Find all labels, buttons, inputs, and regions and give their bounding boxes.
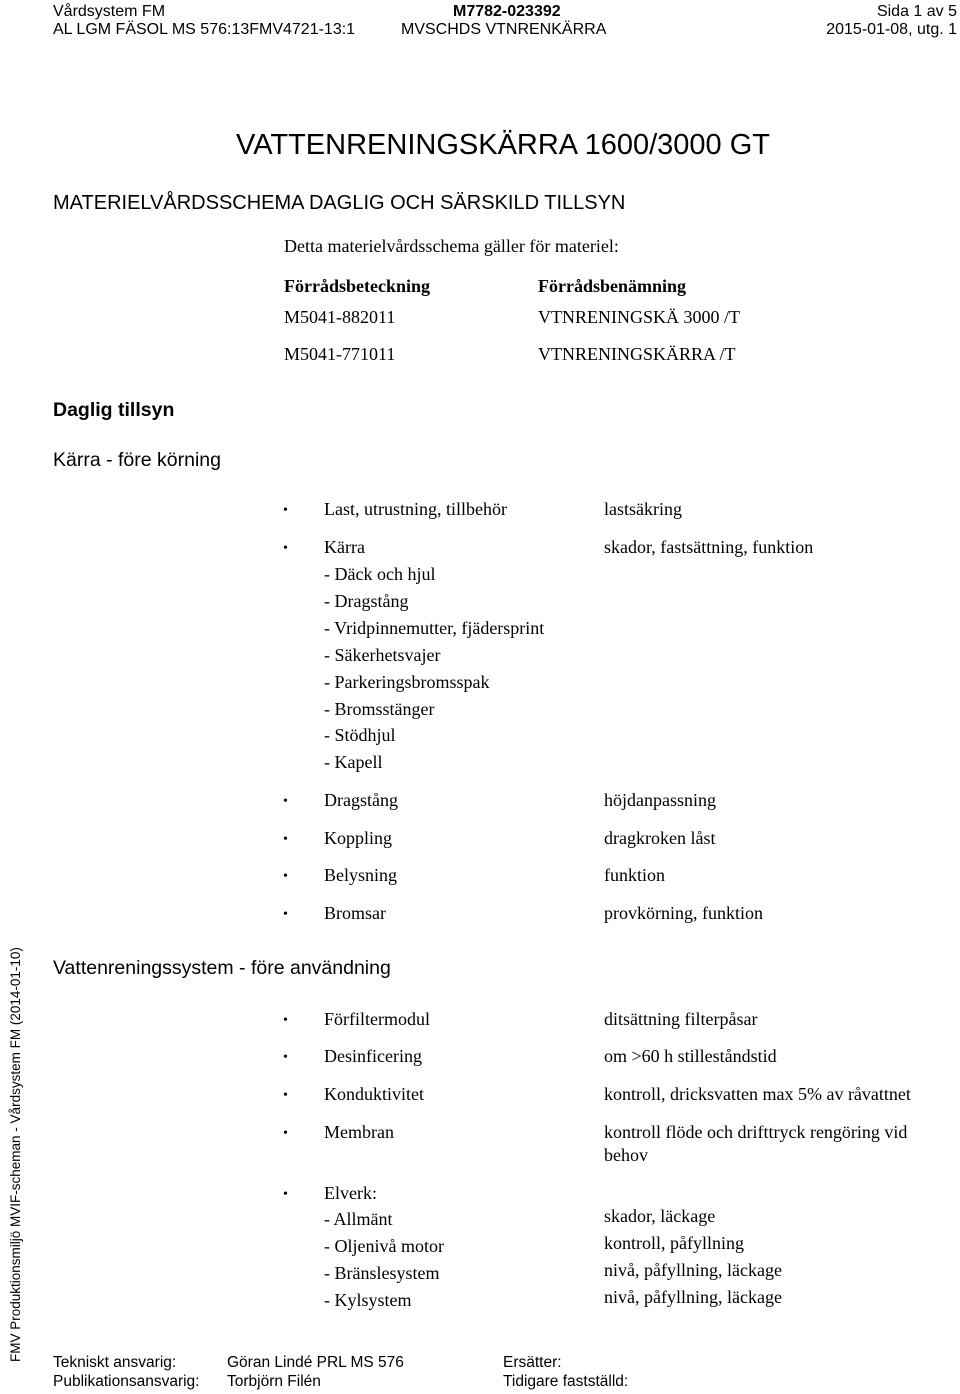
check-item: Förfiltermodul xyxy=(324,1009,430,1029)
header-date-edition: 2015-01-08, utg. 1 xyxy=(826,21,957,38)
materiel-code-header: Förrådsbeteckning xyxy=(284,276,430,296)
check-action: funktion xyxy=(604,865,665,885)
check-subitem: - Vridpinnemutter, fjädersprint xyxy=(324,618,545,638)
bullet-icon: • xyxy=(283,869,288,884)
footer-tech-label: Tekniskt ansvarig: xyxy=(53,1354,177,1371)
materiel-name: VTNRENINGSKÄ 3000 /T xyxy=(538,307,740,327)
header-system: Vårdsystem FM xyxy=(53,3,166,20)
subsection-heading-water: Vattenreningssystem - före användning xyxy=(53,957,391,979)
bullet-icon: • xyxy=(283,907,288,922)
bullet-icon: • xyxy=(283,1050,288,1065)
check-action: lastsäkring xyxy=(604,499,682,519)
bullet-icon: • xyxy=(283,1187,288,1202)
check-subitem: - Dragstång xyxy=(324,591,409,611)
check-subitem: - Kapell xyxy=(324,752,383,772)
bullet-icon: • xyxy=(283,1013,288,1028)
materiel-code: M5041-771011 xyxy=(284,344,396,364)
check-action: kontroll flöde och drifttryck rengöring vid xyxy=(604,1122,908,1142)
bullet-icon: • xyxy=(283,541,288,556)
check-subitem: - Stödhjul xyxy=(324,725,396,745)
check-subitem: - Kylsystem xyxy=(324,1290,412,1310)
check-item: Membran xyxy=(324,1122,394,1142)
check-action: skador, fastsättning, funktion xyxy=(604,537,814,557)
check-action: om >60 h stilleståndstid xyxy=(604,1046,777,1066)
header-document-number: M7782-023392 xyxy=(453,3,561,20)
check-item: Last, utrustning, tillbehör xyxy=(324,499,507,519)
bullet-icon: • xyxy=(283,794,288,809)
check-item: Kärra xyxy=(324,537,365,557)
check-action: provkörning, funktion xyxy=(604,903,763,923)
materiel-code: M5041-882011 xyxy=(284,307,396,327)
check-subitem: - Bromsstänger xyxy=(324,699,435,719)
check-action: skador, läckage xyxy=(604,1206,716,1226)
header-page-number: Sida 1 av 5 xyxy=(876,3,957,20)
check-item: Dragstång xyxy=(324,790,398,810)
check-item: Belysning xyxy=(324,865,398,885)
header-reference: AL LGM FÄSOL MS 576:13FMV4721-13:1 xyxy=(53,21,356,38)
check-action: dragkroken låst xyxy=(604,828,716,848)
applies-to-text: Detta materielvårdsschema gäller för materiel: xyxy=(284,236,619,256)
bullet-icon: • xyxy=(283,1126,288,1141)
check-subitem: - Parkeringsbromsspak xyxy=(324,672,490,692)
check-subitem: - Allmänt xyxy=(324,1209,393,1229)
section-heading-daily: Daglig tillsyn xyxy=(53,399,175,421)
check-subitem: - Däck och hjul xyxy=(324,564,436,584)
footer-pub-value: Torbjörn Filén xyxy=(227,1373,321,1390)
page-subtitle: MATERIELVÅRDSSCHEMA DAGLIG OCH SÄRSKILD TILLSYN xyxy=(53,192,626,214)
sidebar-production-note: FMV Produktionsmiljö MVIF-scheman - Vårdsystem FM (2014-01-10) xyxy=(8,947,23,1362)
check-subitem: - Bränslesystem xyxy=(324,1263,440,1283)
header-document-name: MVSCHDS VTNRENKÄRRA xyxy=(401,21,607,38)
footer-tech-value: Göran Lindé PRL MS 576 xyxy=(227,1354,404,1371)
check-item: Konduktivitet xyxy=(324,1084,424,1104)
materiel-name: VTNRENINGSKÄRRA /T xyxy=(538,344,736,364)
materiel-name-header: Förrådsbenämning xyxy=(538,276,687,296)
footer-replaces-label: Ersätter: xyxy=(503,1354,562,1371)
check-item: Elverk: xyxy=(324,1183,377,1203)
check-action: nivå, påfyllning, läckage xyxy=(604,1287,782,1307)
bullet-icon: • xyxy=(283,503,288,518)
check-action: behov xyxy=(604,1145,648,1165)
check-item: Koppling xyxy=(324,828,393,848)
check-action: ditsättning filterpåsar xyxy=(604,1009,758,1029)
check-action: kontroll, dricksvatten max 5% av råvattnet xyxy=(604,1084,911,1104)
check-action: kontroll, påfyllning xyxy=(604,1233,744,1253)
page-title: VATTENRENINGSKÄRRA 1600/3000 GT xyxy=(236,129,771,161)
bullet-icon: • xyxy=(283,1088,288,1103)
check-subitem: - Oljenivå motor xyxy=(324,1236,444,1256)
bullet-icon: • xyxy=(283,832,288,847)
footer-prev-label: Tidigare fastställd: xyxy=(503,1373,629,1390)
subsection-heading-cart: Kärra - före körning xyxy=(53,449,221,471)
footer-pub-label: Publikationsansvarig: xyxy=(53,1373,200,1390)
check-action: nivå, påfyllning, läckage xyxy=(604,1260,782,1280)
check-action: höjdanpassning xyxy=(604,790,716,810)
check-item: Desinficering xyxy=(324,1046,422,1066)
check-item: Bromsar xyxy=(324,903,386,923)
check-subitem: - Säkerhetsvajer xyxy=(324,645,441,665)
